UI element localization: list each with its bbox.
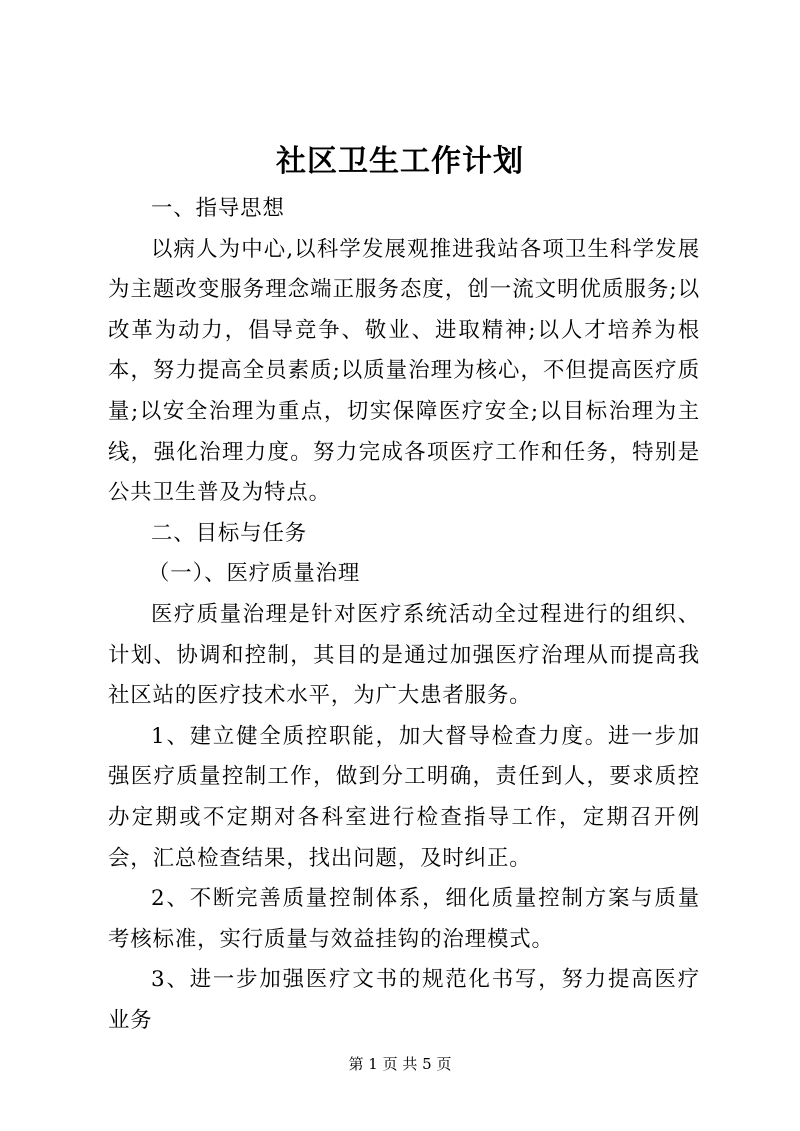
page-footer: 第 1 页 共 5 页 xyxy=(348,1055,452,1073)
paragraph-item-2: 2、不断完善质量控制体系，细化质量控制方案与质量考核标准，实行质量与效益挂钩的治理模式。 xyxy=(108,886,700,952)
document-body xyxy=(108,189,700,1041)
subsection-heading-medical-quality: （一）、医疗质量治理 xyxy=(148,561,361,587)
paragraph-guiding-ideology: 以病人为中心,以科学发展观推进我站各项卫生科学发展为主题改变服务理念端正服务态度，创一流文明优质服务;以改革为动力，倡导竞争、敬业、进取精神;以人才培养为根本，努力提高全员素质;以质量治理为核心，不但提高医疗质量;以安全治理为重点，切实保障医疗安全;以目标治理为主线，强化治理力度。努力完成各项医疗工作和任务，特别是公共卫生普及为特点。 xyxy=(108,236,700,506)
section-heading-goals-tasks: 二、目标与任务 xyxy=(151,520,308,546)
paragraph-item-1: 1、建立健全质控职能，加大督导检查力度。进一步加强医疗质量控制工作，做到分工明确，责任到人，要求质控办定期或不定期对各科室进行检查指导工作，定期召开例会，汇总检查结果，找出问题，及时纠正。 xyxy=(108,723,700,871)
paragraph-medical-quality-intro: 医疗质量治理是针对医疗系统活动全过程进行的组织、计划、协调和控制，其目的是通过加强医疗治理从而提高我社区站的医疗技术水平，为广大患者服务。 xyxy=(108,601,700,709)
page-title: 社区卫生工作计划 xyxy=(276,144,524,179)
section-heading-guiding-ideology: 一、指导思想 xyxy=(151,196,285,221)
paragraph-item-3: 3、进一步加强医疗文书的规范化书写，努力提高医疗业务 xyxy=(108,967,700,1033)
